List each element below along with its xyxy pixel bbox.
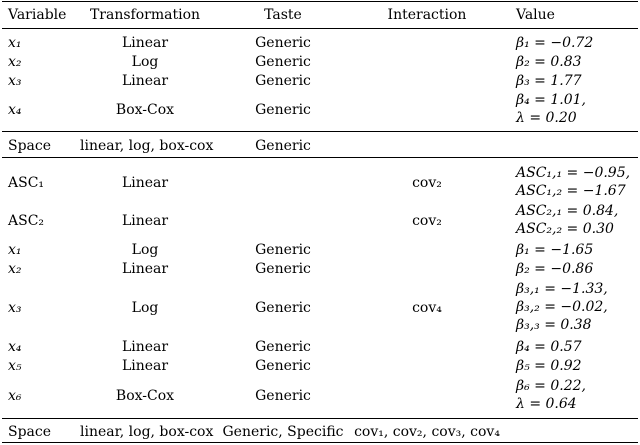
cell-value	[516, 280, 608, 334]
value-line: λ = 0.20	[516, 110, 577, 126]
cell-taste: Generic	[255, 73, 311, 89]
cell-variable: ASC₁	[8, 175, 45, 191]
value-line: β₃,₁ = −1.33,	[516, 281, 608, 297]
cell-taste: Generic	[255, 300, 311, 316]
cell-variable: x₃	[8, 73, 22, 89]
cell-transformation: Log	[131, 54, 159, 70]
cell-taste: Generic	[255, 388, 311, 404]
cell-value: β₂ = 0.83	[516, 54, 582, 70]
cell-value: β₁ = −1.65	[516, 242, 594, 258]
cell-transformation: Linear	[121, 35, 169, 51]
cell-transformation: Linear	[121, 73, 169, 89]
header-rule	[2, 28, 638, 29]
cell-transformation: Box-Cox	[115, 388, 175, 404]
header-transformation: Transformation	[89, 7, 201, 23]
cell-value	[516, 202, 618, 238]
space-label: Space	[8, 138, 52, 154]
cell-taste: Generic	[255, 54, 311, 70]
cell-value: β₁ = −0.72	[516, 35, 594, 51]
cell-variable: x₂	[8, 54, 22, 70]
cell-transformation: Box-Cox	[115, 102, 175, 118]
cell-taste: Generic	[255, 242, 311, 258]
space-label: Space	[8, 424, 52, 440]
cell-variable: x₁	[8, 35, 22, 51]
bottom-rule	[2, 442, 638, 443]
cell-variable: x₂	[8, 261, 22, 277]
cell-taste: Generic	[255, 261, 311, 277]
cell-interaction: cov₂	[412, 175, 442, 191]
space-transformations: linear, log, box-cox	[80, 138, 214, 154]
cell-variable: ASC₂	[8, 213, 45, 229]
cell-transformation: Linear	[121, 261, 169, 277]
value-line: ASC₂,₂ = 0.30	[516, 221, 614, 237]
cell-taste: Generic	[255, 35, 311, 51]
cell-value: β₄ = 0.57	[516, 339, 582, 355]
cell-interaction: cov₂	[412, 213, 442, 229]
section2-space-rule	[2, 418, 638, 419]
cell-value	[516, 377, 586, 413]
cell-variable: x₅	[8, 358, 22, 374]
cell-transformation: Linear	[121, 175, 169, 191]
cell-taste: Generic	[255, 339, 311, 355]
cell-transformation: Log	[131, 242, 159, 258]
cell-variable: x₄	[8, 339, 22, 355]
cell-value	[516, 91, 586, 127]
cell-variable: x₁	[8, 242, 22, 258]
section1-space-rule	[2, 131, 638, 132]
cell-variable: x₃	[8, 300, 22, 316]
cell-variable: x₆	[8, 388, 22, 404]
space-taste: Generic, Specific	[222, 424, 344, 440]
cell-value: β₅ = 0.92	[516, 358, 582, 374]
header-interaction: Interaction	[387, 7, 467, 23]
value-line: ASC₁,₁ = −0.95,	[516, 165, 631, 181]
space-taste: Generic	[255, 138, 311, 154]
value-line: β₆ = 0.22,	[516, 378, 586, 394]
cell-transformation: Log	[131, 300, 159, 316]
cell-transformation: Linear	[121, 213, 169, 229]
space-interactions: cov₁, cov₂, cov₃, cov₄	[354, 424, 500, 440]
cell-taste: Generic	[255, 358, 311, 374]
header-taste: Taste	[264, 7, 302, 23]
cell-value: β₂ = −0.86	[516, 261, 594, 277]
value-line: ASC₁,₂ = −1.67	[516, 183, 626, 199]
cell-variable: x₄	[8, 102, 22, 118]
cell-transformation: Linear	[121, 358, 169, 374]
cell-interaction: cov₄	[412, 300, 442, 316]
value-line: β₃,₃ = 0.38	[516, 317, 592, 333]
value-line: β₄ = 1.01,	[516, 92, 586, 108]
cell-value: β₃ = 1.77	[516, 73, 582, 89]
value-line: β₃,₂ = −0.02,	[516, 299, 608, 315]
value-line: ASC₂,₁ = 0.84,	[516, 203, 619, 219]
top-rule	[2, 1, 638, 2]
header-variable: Variable	[8, 7, 67, 23]
cell-transformation: Linear	[121, 339, 169, 355]
cell-taste: Generic	[255, 102, 311, 118]
header-value: Value	[516, 7, 555, 23]
value-line: λ = 0.64	[516, 396, 577, 412]
section-divider-rule	[2, 157, 638, 158]
space-transformations: linear, log, box-cox	[80, 424, 214, 440]
cell-value	[516, 164, 630, 200]
